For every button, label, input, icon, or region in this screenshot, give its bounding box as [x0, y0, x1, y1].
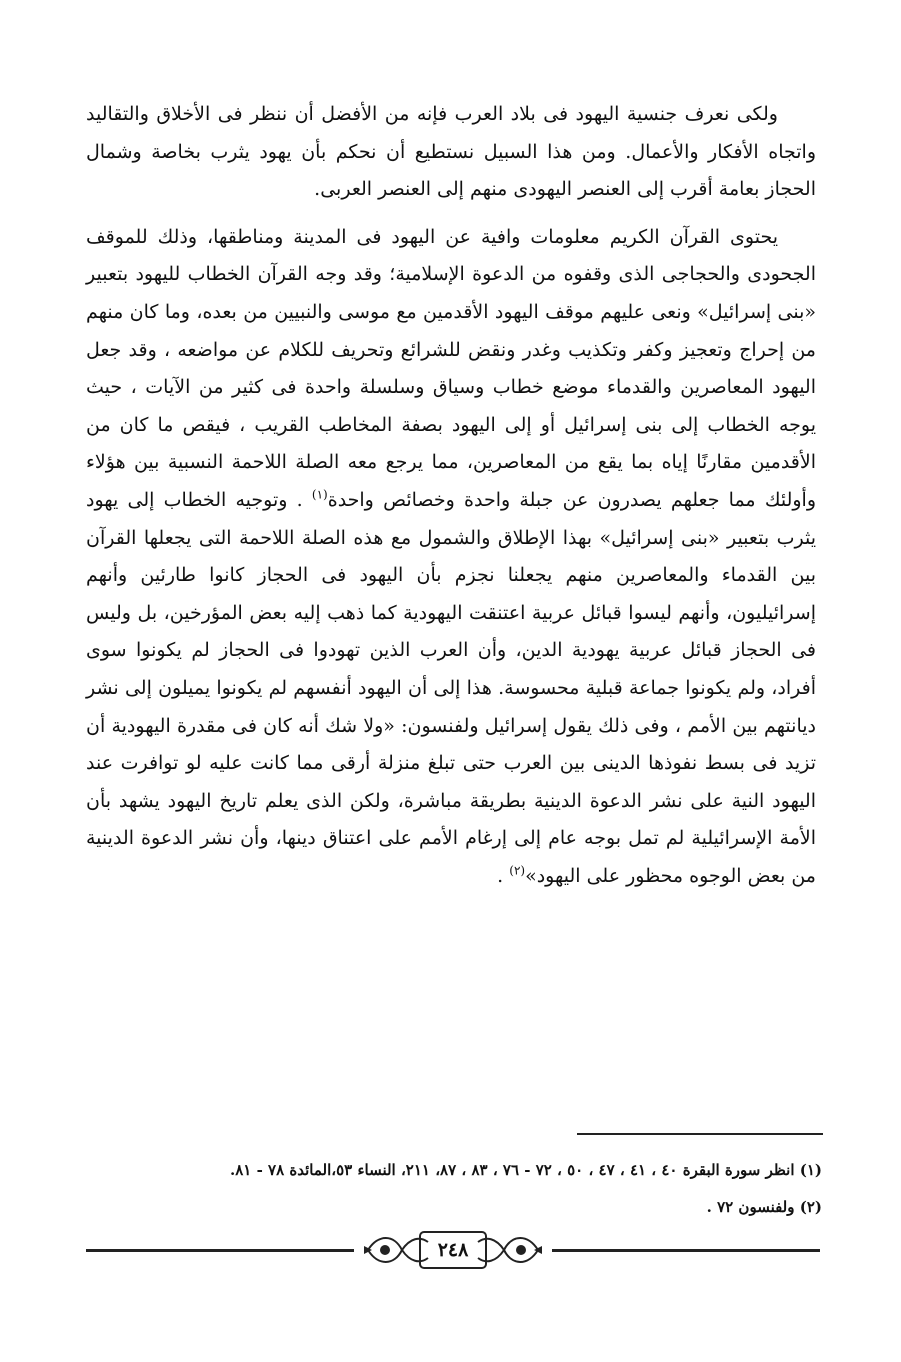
footnote-2: (٢) ولفنسون ٧٢ .	[706, 1198, 822, 1216]
paragraph-1-text: ولكى نعرف جنسية اليهود فى بلاد العرب فإنه من الأفضل أن ننظر فى الأخلاق والتقاليد واتجاه الأفكار والأعمال. ومن هذا السبيل نستطيع أن نحكم بأن يهود يثرب بخاصة وشمال الحجاز بعامة أقرب إلى العنصر اليهودى منهم إلى العنصر العربى.	[86, 103, 816, 201]
paragraph-2-text-continued: . وتوجيه الخطاب إلى يهود يثرب بتعبير «بنى إسرائيل» بهذا الإطلاق والشمول مع هذه الصلة اللاحمة التى يجعلها القرآن بين القدماء والمعاصرين منهم يجعلنا نجزم بأن اليهود فى الحجاز كانوا طارئين وأنهم إسرائيليون، وأنهم ليسوا قبائل عربية اعتنقت اليهودية كما ذهب إليه بعض المؤرخين، بل وليس فى الحجاز قبائل عربية يهودية الدين، وأن العرب الذين تهودوا فى الحجاز لم يكونوا سوى أفراد، ولم يكونوا جماعة قبلية محسوسة. هذا إلى أن اليهود أنفسهم لم يكونوا يميلون إلى نشر ديانتهم بين الأمم ، وفى ذلك يقول إسرائيل ولفنسون: «ولا شك أنه كان فى مقدرة اليهودية أن تزيد فى بسط نفوذها الدينى بين العرب حتى تبلغ منزلة أرقى مما كانت عليه لو توافرت عند اليهود النية على نشر الدعوة الدينية بطريقة مباشرة، ولكن الذى يعلم تاريخ اليهود يشهد بأن الأمة الإسرائيلية لم تمل بوجه عام إلى إرغام الأمم على اعتناق دينها، وأن نشر الدعوة الدينية من بعض الوجوه محظور على اليهود»	[86, 488, 816, 887]
paragraph-2	[86, 219, 816, 896]
paragraph-2-text-end: .	[497, 864, 510, 887]
footnotes	[90, 1152, 822, 1226]
footnote-ref-1: (١)	[311, 487, 328, 502]
page-footer	[86, 1228, 820, 1272]
body-text	[86, 96, 816, 895]
footer-rule-right	[552, 1249, 820, 1252]
footer-rule-left	[86, 1249, 354, 1252]
page-number: ٢٤٨	[434, 1239, 473, 1261]
footnote-1: (١) انظر سورة البقرة ٤٠ ، ٤١ ، ٤٧ ، ٥٠ ، ٧٢ - ٧٦ ، ٨٣ ، ٨٧، ٢١١، النساء ٥٣،المائدة ٧٨ - ٨١.	[230, 1161, 822, 1179]
paragraph-2-text: يحتوى القرآن الكريم معلومات وافية عن اليهود فى المدينة ومناطقها، وذلك للموقف الجحودى والحجاجى الذى وقفوه من الدعوة الإسلامية؛ وقد وجه القرآن الخطاب لليهود بتعبير «بنى إسرائيل» ونعى عليهم موقف اليهود الأقدمين مع موسى والنبيين من بعده، وما كان منهم من إحراج وتعجيز وكفر وتكذيب وغدر ونقض للشرائع وتحريف للكلام عن مواضعه ، وقد جعل اليهود المعاصرين والقدماء موضع خطاب وسياق وسلسلة واحدة فى كثير من الآيات ، حيث يوجه الخطاب إلى بنى إسرائيل أو إلى اليهود بصفة المخاطب القريب ، فيقص ما كان من الأقدمين مقارنًا إياه بما يقع من المعاصرين، مما يرجع معه الصلة اللاحمة النسبية بين هؤلاء وأولئك مما جعلهم يصدرون عن جبلة واحدة وخصائص واحدة	[86, 225, 816, 511]
footnote-divider	[577, 1133, 823, 1135]
paragraph-1	[86, 96, 816, 209]
footnote-ref-2: (٢)	[509, 863, 526, 878]
